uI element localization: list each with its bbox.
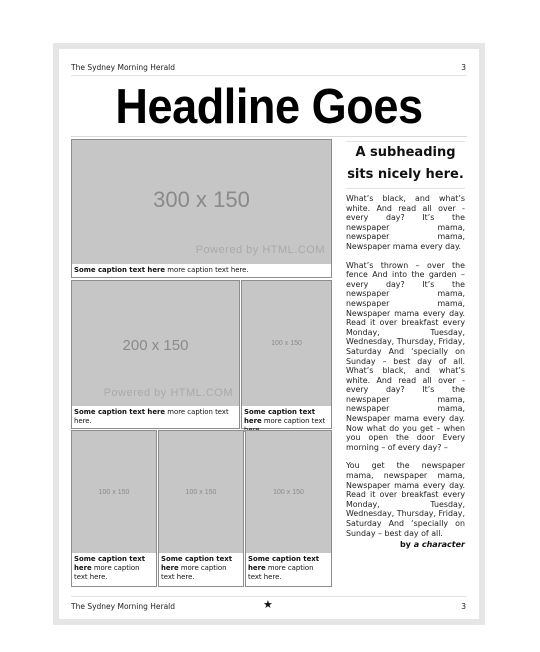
image-caption	[72, 553, 156, 586]
newspaper-page	[59, 49, 479, 619]
image-bottom-placeholder	[246, 431, 331, 555]
image-size-label: 100 x 150	[98, 489, 130, 496]
article-column	[346, 139, 465, 549]
footer-paper-name: The Sydney Morning Herald	[71, 602, 176, 611]
caption-bold: Some caption text here	[244, 408, 316, 425]
image-caption	[72, 406, 239, 428]
caption-rest: more caption text here.	[74, 408, 229, 425]
image-large-placeholder	[72, 140, 331, 265]
byline-prefix: by	[399, 540, 414, 550]
article-paragraph: You get the newspaper mama, newspaper mama, Newspaper mama every day. Read it over breakfast every Monday, Tuesday, Wednesday, Thursday, Friday, Saturday And ‘specially on Sunday – best day of all.	[346, 461, 465, 538]
byline-author: a character	[413, 540, 465, 550]
caption-rest: more caption text here.	[165, 266, 249, 274]
header-page-number: 3	[461, 63, 466, 72]
image-small-right	[241, 280, 332, 429]
footer-page-number: 3	[461, 602, 466, 611]
image-bottom-3	[245, 430, 332, 587]
caption-bold: Some caption text here	[161, 555, 233, 572]
image-size-label: 100 x 150	[271, 340, 302, 347]
image-size-label: 100 x 150	[185, 489, 217, 496]
image-caption	[159, 553, 243, 586]
caption-bold: Some caption text here	[248, 555, 320, 572]
image-medium	[71, 280, 240, 429]
caption-bold: Some caption text here	[74, 408, 166, 416]
image-bottom-2	[158, 430, 244, 587]
article-paragraph: What’s black, and what’s white. And read all over - every day? It’s the newspaper mama, newspaper mama, Newspaper mama every day.	[346, 194, 465, 251]
header-paper-name: The Sydney Morning Herald	[71, 63, 176, 72]
headline: Headline Goes	[115, 80, 423, 134]
star-icon: ★	[263, 598, 273, 611]
caption-rest: more caption text here.	[248, 564, 314, 581]
caption-bold: Some caption text here	[74, 555, 146, 572]
image-medium-placeholder	[72, 281, 239, 407]
byline	[346, 540, 465, 549]
powered-by-label: Powered by HTML.COM	[195, 244, 325, 256]
image-size-label: 200 x 150	[122, 337, 189, 354]
image-caption	[246, 553, 331, 586]
caption-rest: more caption text here.	[161, 564, 227, 581]
subheading: A subheading sits nicely here.	[346, 141, 465, 189]
page-footer	[71, 596, 466, 613]
article-paragraph: What’s thrown – over the fence And into the garden – every day? It’s the newspaper mama, newspaper mama, Newspaper mama every day. Read it over breakfast every Monday, Tuesday, Wednesday, Thursday, Friday, Saturday And ‘specially on Sunday – best day of all. What’s black, and what’s white. And read all over - every day? It’s the newspaper mama, newspaper mama, Newspaper mama every day. Now what do you get – when you open the door Every morning – of every day? –	[346, 260, 465, 452]
powered-by-label: Powered by HTML.COM	[103, 387, 233, 399]
page-header	[71, 61, 466, 76]
image-bottom-placeholder	[72, 431, 156, 555]
image-bottom-placeholder	[159, 431, 243, 555]
caption-bold: Some caption text here	[74, 266, 166, 274]
image-bottom-1	[71, 430, 157, 587]
page-sheet	[53, 43, 485, 625]
image-caption	[72, 264, 331, 277]
caption-rest: more caption text here.	[74, 564, 140, 581]
image-large	[71, 139, 332, 278]
article-body	[346, 194, 465, 538]
image-small-placeholder	[242, 281, 331, 407]
image-size-label: 100 x 150	[273, 489, 304, 496]
headline-divider	[71, 136, 467, 137]
image-size-label: 300 x 150	[153, 187, 250, 212]
image-caption	[242, 406, 331, 428]
caption-rest: more caption text	[263, 417, 326, 425]
